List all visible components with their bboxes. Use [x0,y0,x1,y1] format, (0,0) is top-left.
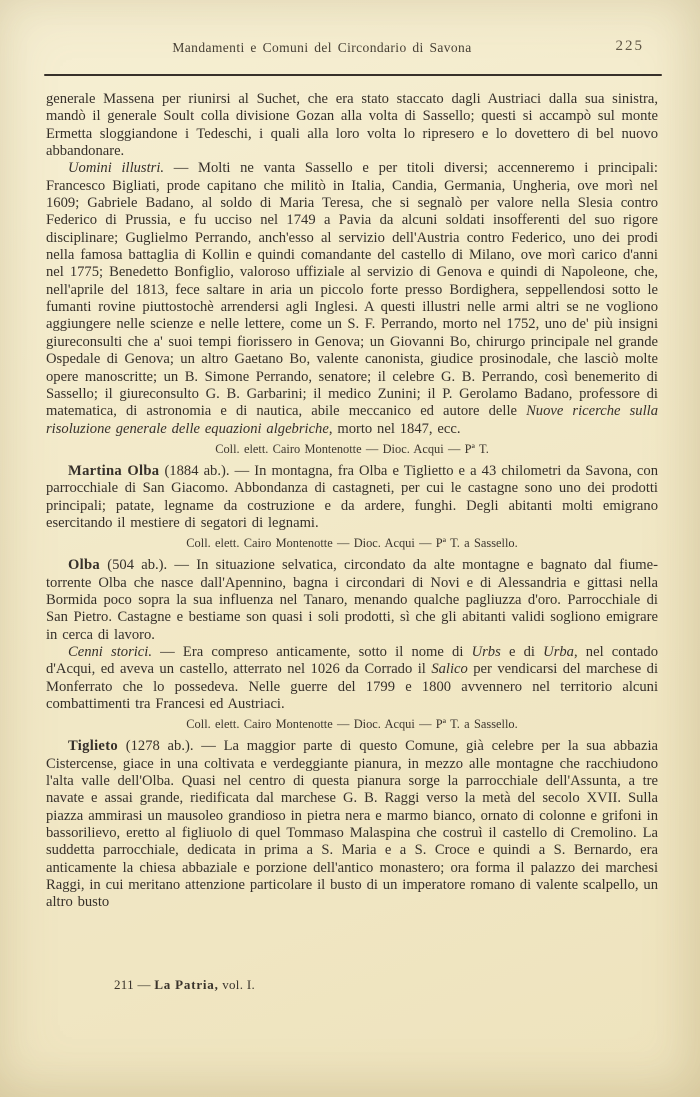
paragraph-text: — Molti ne vanta Sassello e per titoli diversi; accenneremo i principali: Francesco Bigliati, prode capitano che militò in Italia, Candia, Germania, Ungheria, ove morì nel 1609; Gabriele Badano, al soldo di Maria Teresa, che si segnalò per valore nella Slesia contro Federico di Prussia, e fu ucciso nel 1749 a Pavia da alcuni soldati insofferenti del suo rigore disciplinare; Guglielmo Perrando, anch'esso al servizio dell'Austria contro Federico, uno dei prodi nella famosa battaglia di Kollin e quindi comandante del castello di Milano, ove morì carico d'anni nel 1775; Benedetto Bonfiglio, valoroso uffiziale al servizio di Genova e quindi di Napoleone, che, nell'aprile del 1813, fece saltare in aria un piccolo forte presso Bordighera, seppellendosi sotto le fumanti rovine piuttostochè arrendersi agli Inglesi. A questi illustri nelle armi altri se ne vogliono aggiungere nelle scienze e nelle lettere, come un S. F. Perrando, morto nel 1752, uno de' più insigni giureconsulti che a' suoi tempi fiorissero in Genova; un Giovanni Bo, chirurgo principale nel grande Ospedale di Genova; un altro Gaetano Bo, valente canonista, giudice prosinodale, che lasciò molte opere manoscritte; un B. Simone Perrando, senatore; il celebre G. B. Perrando, così benemerito di Sassello; il giureconsulto G. B. Garbarini; il medico Zunini; il P. Gerolamo Badano, professore di matematica, di astronomia e di nautica, abile meccanico ed autore delle [46,160,658,420]
paragraph-text: — Era compreso anticamente, sotto il nome di [151,643,472,660]
paragraph-text: , morto nel 1847, ecc. [328,420,461,437]
latin-name-urba: Urba [543,643,574,660]
paragraph-uomini-illustri [46,160,658,438]
paragraph-text: per vendicarsi del marchese di Monferrato che lo possedeva. Nelle guerre del 1799 e 1800 avvennero nel territorio alcuni combattimenti tra Francesi ed Austriaci. [46,661,659,712]
epithet-salico: Salico [431,661,468,678]
page-footer-signature [114,977,255,993]
paragraph-text: e di [500,643,544,660]
section-lead-uomini-illustri: Uomini illustri. [68,160,165,177]
paragraph-text: (504 ab.). — In situazione selvatica, circondato da alte montagne e bagnato dal fiume-torrente Olba che nasce dall'Apennino, bagna i circondari di Novi e di Alessandria e gittasi nella Bormida poco sopra la sua influenza nel Tanaro, menando qualche pagliuzza d'oro. Parrocchiale di San Pietro. Castagne e bestiame son quasi i soli prodotti, sì che gli abitanti validi sogliono emigrare in cerca di lavoro. [46,557,658,643]
header-rule [44,74,662,76]
paragraph-intro-continuation: generale Massena per riunirsi al Suchet, che era stato staccato dagli Austriaci dalla sua sinistra, mandò il generale Soult colla divisione Gozan alla volta di Sassello; questi si accampò sul monte Ermetta sloggiandone i Tedeschi, i quali alla loro volta lo ripresero e lo dovettero di bel nuovo abbandonare. [46,91,658,160]
coll-elett-line-2: Coll. elett. Cairo Montenotte — Dioc. Acqui — Pª T. a Sassello. [186,536,518,551]
running-title: Mandamenti e Comuni del Circondario di Savona [172,40,472,55]
paragraph-text: , nel contado d'Acqui, ed aveva un castello, atterrato nel 1026 da Corrado il [46,643,658,678]
entry-name-olba: Olba [68,557,101,574]
book-title-italic: Nuove ricerche sulla risoluzione generale delle equazioni algebriche [46,403,658,437]
page-body [46,91,658,912]
work-title: La Patria, [154,977,219,992]
signature-number: 211 — [114,977,155,992]
latin-name-urbs: Urbs [471,643,501,660]
paragraph-text: (1278 ab.). — La maggior parte di questo Comune, già celebre per la sua abbazia Cistercense, giace in una coltivata e verdeggiante pianura, in mezzo alle montagne che racchiudono l'alta valle dell'Olba. Quasi nel centro di questa pianura sorge la parrocchiale dell'Assunta, a tre navate e assai grande, riedificata dal marchese G. B. Raggi verso la metà del secolo XVII. Sulla piazza ammirasi un mausoleo grandioso in pietra nera e marmo bianco, ornato di colonne e grifoni in bassorilievo, eretto al figliuolo di quel Tommaso Malaspina che costruì il castello di Cremolino. La suddetta parrocchiale, dedicata in prima a S. Maria e a S. Croce e quindi a S. Bernardo, era anticamente la chiesa abbaziale e porzione dell'antico monastero; ora forma il palazzo dei marchesi Raggi, in cui meritano attenzione particolare il busto di un imperatore romano di valente scalpello, un altro busto [46,738,658,911]
paragraph-text: (1884 ab.). — In montagna, fra Olba e Tiglietto e a 43 chilometri da Savona, con parrocchiale di San Giacomo. Abbondanza di castagneti, per cui le castagne sono uno dei prodotti principali; patate, legname da costruzione e da ardere, funghi. Degli abitanti molti emigrano esercitando il mestiere di segatori di legnami. [46,462,658,531]
paragraph-cenni-storici [46,644,658,713]
coll-elett-line-3: Coll. elett. Cairo Montenotte — Dioc. Acqui — Pª T. a Sassello. [186,717,518,732]
section-lead-cenni-storici: Cenni storici. [68,643,152,660]
paragraph-tiglieto [46,738,658,911]
paragraph-martina-olba [46,463,658,532]
paragraph-olba [46,557,658,644]
volume-label: vol. I. [218,977,255,992]
entry-name-martina-olba: Martina Olba [68,462,160,479]
entry-name-tiglieto: Tiglieto [68,738,118,755]
page-header [46,40,658,60]
coll-elett-line-1: Coll. elett. Cairo Montenotte — Dioc. Acqui — Pª T. [215,441,489,456]
page-number: 225 [615,38,644,54]
